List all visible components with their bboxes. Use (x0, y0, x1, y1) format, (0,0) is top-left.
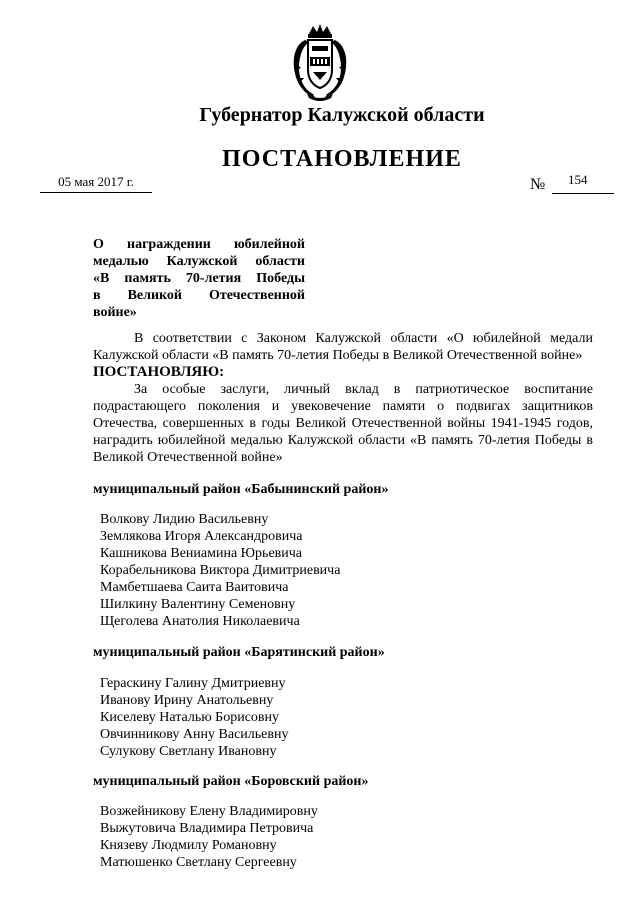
awardee-list (100, 675, 288, 760)
subject-line: в Великой Отечественной войне» (93, 288, 305, 320)
document-type: ПОСТАНОВЛЕНИЕ (222, 146, 462, 172)
number-underline (552, 193, 614, 194)
awardee-name: Волкову Лидию Васильевну (100, 512, 269, 527)
preamble-paragraph: В соответствии с Законом Калужской области «О юбилейной медали Калужской области «В память 70-летия Победы в Великой Отечественной войне» (93, 331, 593, 363)
awardee-name: Кашникова Вениамина Юрьевича (100, 546, 303, 561)
number-field (530, 172, 614, 196)
number-sign: № (530, 176, 546, 193)
document-number: 154 (568, 172, 588, 187)
awardee-name: Овчинникову Анну Васильевну (100, 727, 289, 742)
awardee-name: Щеголева Анатолия Николаевича (100, 614, 300, 629)
document-date: 05 мая 2017 г. (58, 174, 134, 189)
awardee-name: Выжутовича Владимира Петровича (100, 821, 314, 836)
district-title: муниципальный район «Бабынинский район» (93, 482, 389, 497)
subject-line: медалью Калужской области (93, 254, 305, 269)
award-paragraph: За особые заслуги, личный вклад в патриотическое воспитание подрастающего поколения и увековечение памяти о подвигах защитников Отечества, совершенных в годы Великой Отечественной войны 1941-1945 годов, наградить юбилейной медалью Калужской области «В память 70-летия Победы в Великой Отечественной войне» (93, 382, 593, 465)
awardee-list (100, 511, 340, 630)
awardee-name: Иванову Ирину Анатольевну (100, 693, 274, 708)
awardee-name: Матюшенко Светлану Сергеевну (100, 855, 297, 870)
awardee-name: Мамбетшаева Саита Ваитовича (100, 580, 289, 595)
awardee-name: Возжейникову Елену Владимировну (100, 804, 318, 819)
document-subject (93, 236, 305, 321)
awardee-name: Сулукову Светлану Ивановну (100, 744, 277, 759)
awardee-name: Гераскину Галину Дмитриевну (100, 676, 286, 691)
awardee-list (100, 803, 318, 871)
awardee-name: Землякова Игоря Александровича (100, 529, 303, 544)
awardee-name: Киселеву Наталью Борисовну (100, 710, 280, 725)
resolve-heading: ПОСТАНОВЛЯЮ: (93, 364, 225, 380)
district-title: муниципальный район «Барятинский район» (93, 645, 385, 660)
subject-line: О награждении юбилейной (93, 237, 305, 252)
issuing-authority: Губернатор Калужской области (199, 104, 485, 126)
district-title: муниципальный район «Боровский район» (93, 774, 369, 789)
date-field (40, 174, 152, 193)
coat-of-arms-icon (291, 24, 349, 102)
subject-line: «В память 70-летия Победы (93, 271, 305, 286)
awardee-name: Корабельникова Виктора Димитриевича (100, 563, 341, 578)
date-underline (40, 192, 152, 193)
awardee-name: Шилкину Валентину Семеновну (100, 597, 296, 612)
awardee-name: Князеву Людмилу Романовну (100, 838, 277, 853)
